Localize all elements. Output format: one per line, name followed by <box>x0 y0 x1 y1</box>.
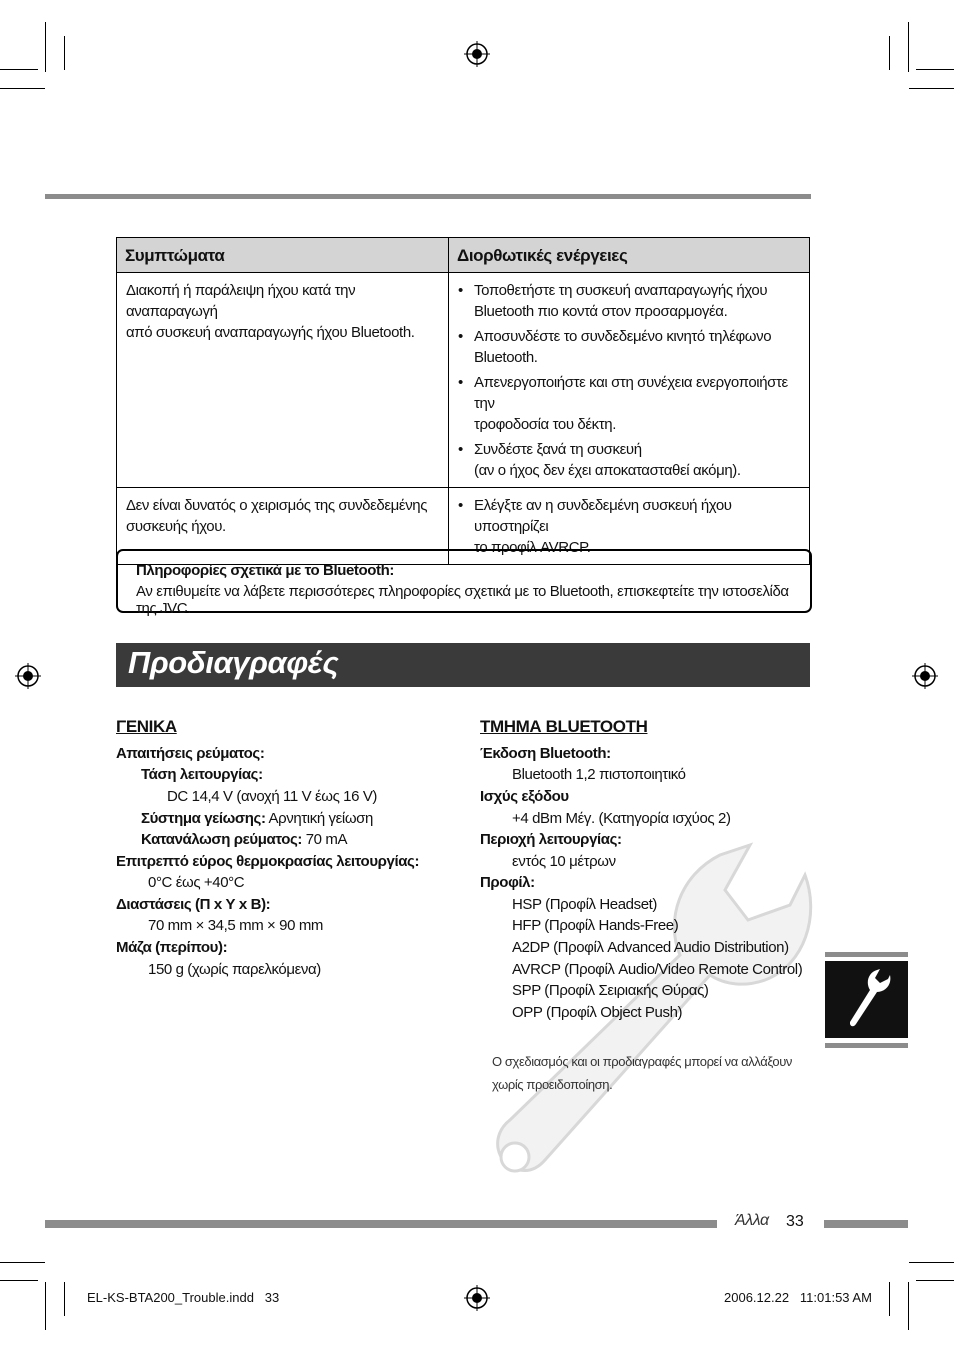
spec-line <box>141 831 347 848</box>
wrench-icon <box>825 952 908 1048</box>
general-heading: ΓΕΝΙΚΑ <box>116 717 177 736</box>
spec-value: Bluetooth 1,2 πιστοποιητικό <box>512 766 686 783</box>
spec-value: 70 mm × 34,5 mm × 90 mm <box>148 917 324 934</box>
spec-label: Επιτρεπτό εύρος θερμοκρασίας λειτουργίας: <box>116 853 420 870</box>
spec-label: Ισχύς εξόδου <box>480 788 569 805</box>
spec-line <box>141 810 373 827</box>
section-title-bar <box>116 643 810 687</box>
symptom-text: από συσκευή αναπαραγωγής ήχου Bluetooth. <box>126 324 415 341</box>
spec-label: Απαιτήσεις ρεύματος: <box>116 745 265 762</box>
list-item: • Συνδέστε ξανά τη συσκευή (αν ο ήχος δεν έχει αποκατασταθεί ακόμη). <box>474 439 800 481</box>
profile-item: HFP (Προφίλ Hands-Free) <box>512 917 679 934</box>
spec-value: 70 mA <box>301 831 348 848</box>
symptom-text: Διακοπή ή παράλειψη ήχου κατά την αναπαραγωγή <box>126 282 356 320</box>
spec-value: DC 14,4 V (ανοχή 11 V έως 16 V) <box>167 788 378 805</box>
spec-label: Προφίλ: <box>480 874 535 891</box>
registration-mark-icon <box>912 663 938 689</box>
profile-item: HSP (Προφίλ Headset) <box>512 896 658 913</box>
list-item: • Αποσυνδέστε το συνδεδεμένο κινητό τηλέφωνο Bluetooth. <box>474 326 800 368</box>
page-title: Προδιαγραφές <box>128 645 339 680</box>
remedy-cell <box>449 273 810 488</box>
registration-mark-icon <box>464 1285 490 1311</box>
timestamp: 2006.12.22 11:01:53 AM <box>724 1290 872 1305</box>
bluetooth-info-box <box>116 549 812 617</box>
registration-mark-icon <box>15 663 41 689</box>
spec-label: Σύστημα γείωσης: <box>141 810 266 827</box>
list-item: • Απενεργοποιήστε και στη συνέχεια ενεργοποιήστε την τροφοδοσία του δέκτη. <box>474 372 800 435</box>
profile-item: OPP (Προφίλ Object Push) <box>512 1004 683 1021</box>
spec-value: εντός 10 μέτρων <box>512 853 616 870</box>
spec-value: +4 dBm Μέγ. (Κατηγορία ισχύος 2) <box>512 810 731 827</box>
profile-item: SPP (Προφίλ Σειριακής Θύρας) <box>512 982 709 999</box>
spec-label: Τάση λειτουργίας: <box>141 766 263 783</box>
list-item: • Ελέγξτε αν η συνδεδεμένη συσκευή ήχου υποστηρίζει το προφίλ AVRCP. <box>474 495 800 558</box>
spec-label: Κατανάλωση ρεύματος: <box>141 831 302 848</box>
bluetooth-heading: ΤΜΗΜΑ BLUETOOTH <box>480 717 648 736</box>
spec-label: Έκδοση Bluetooth: <box>480 745 611 762</box>
profile-item: A2DP (Προφίλ Advanced Audio Distribution) <box>512 939 789 956</box>
spec-value: 150 g (χωρίς παρελκόμενα) <box>148 961 321 978</box>
column-header-remedies: Διορθωτικές ενέργειες <box>449 238 810 273</box>
symptom-text: συσκευής ήχου. <box>126 518 226 535</box>
spec-label: Περιοχή λειτουργίας: <box>480 831 622 848</box>
profile-item: AVRCP (Προφίλ Audio/Video Remote Control) <box>512 961 803 978</box>
symptom-cell <box>117 273 449 488</box>
column-header-symptoms: Συμπτώματα <box>117 238 449 273</box>
footer-section-label: Άλλα <box>735 1212 769 1229</box>
table-row <box>117 273 810 488</box>
list-item: • Τοποθετήστε τη συσκευή αναπαραγωγής ήχου Bluetooth πιο κοντά στον προσαρμογέα. <box>474 280 800 322</box>
table-header-row <box>117 238 810 273</box>
page-number: 33 <box>786 1213 804 1230</box>
spec-label: Μάζα (περίπου): <box>116 939 228 956</box>
spec-label: Διαστάσεις (Π x Υ x Β): <box>116 896 271 913</box>
spec-value: 0°C έως +40°C <box>148 874 245 891</box>
symptom-text: Δεν είναι δυνατός ο χειρισμός της συνδεδεμένης <box>126 497 428 514</box>
registration-mark-icon <box>464 41 490 67</box>
spec-change-note: Ο σχεδιασμός και οι προδιαγραφές μπορεί να αλλάξουν χωρίς προειδοποίηση. <box>492 1054 793 1092</box>
info-box-title: Πληροφορίες σχετικά με το Bluetooth: <box>136 562 394 579</box>
header-rule <box>45 194 811 199</box>
spec-value: Αρνητική γείωση <box>265 810 373 827</box>
troubleshooting-table <box>116 237 810 565</box>
info-box-body: Αν επιθυμείτε να λάβετε περισσότερες πληροφορίες σχετικά με το Bluetooth, επισκεφτείτε την ιστοσελίδα της JVC. <box>136 583 789 617</box>
footer-rule <box>45 1220 717 1228</box>
footer-rule-right <box>824 1220 908 1228</box>
file-name: EL-KS-BTA200_Trouble.indd 33 <box>87 1290 280 1305</box>
